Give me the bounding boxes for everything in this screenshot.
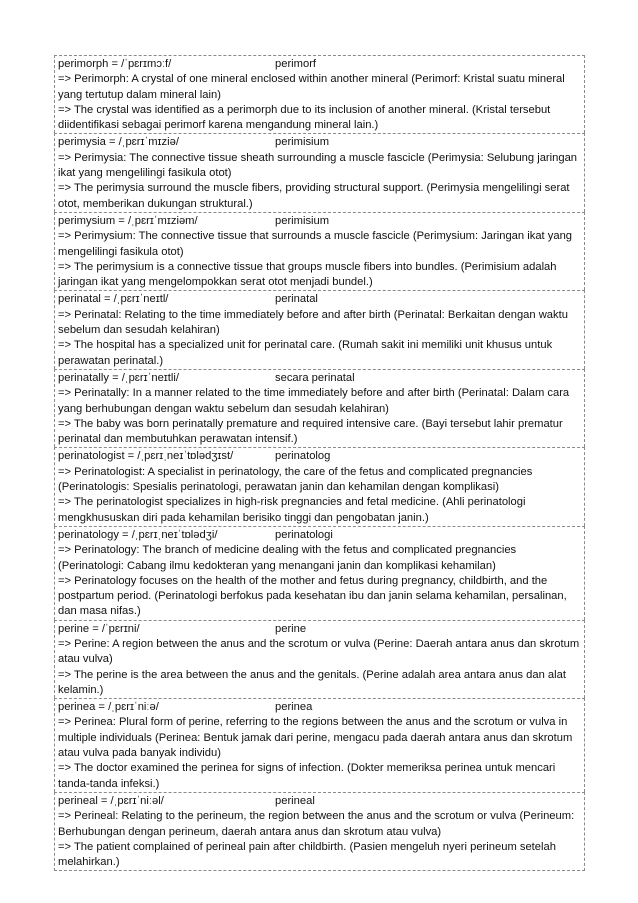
entry-definition: => Perinatally: In a manner related to the time immediately before and after birth (Perinatal: Dalam cara yang berhubungan dengan waktu sebelum dan sesudah kelahiran) [58, 387, 570, 415]
entry-example: => The doctor examined the perinea for signs of infection. (Dokter memeriksa perinea untuk mencari tanda-tanda infeksi.) [58, 762, 556, 790]
entry-term: perinatal = /ˌpɛrɪˈneɪtl/ [58, 293, 169, 306]
entry-definition: => Perimysium: The connective tissue that surrounds a muscle fascicle (Perimysium: Jaringan ikat yang mengelilingi fasikula otot) [58, 230, 573, 258]
entry-example: => Perinatology focuses on the health of the mother and fetus during pregnancy, childbirth, and the postpartum period. (Perinatologi berfokus pada kesehatan ibu dan janin selama kehamilan, persalinan, dan masa nifas.) [58, 574, 567, 618]
dictionary-entry [54, 290, 585, 368]
entry-header [58, 622, 582, 637]
dictionary-entry [54, 526, 585, 620]
entry-term: perinatologist = /ˌpɛrɪˌneɪˈtɒlədʒɪst/ [58, 450, 234, 463]
entry-example: => The perine is the area between the anus and the genitals. (Perine adalah area antara anus dan alat kelamin.) [58, 668, 566, 696]
entry-definition: => Perimysia: The connective tissue sheath surrounding a muscle fascicle (Perimysia: Selubung jaringan ikat yang mengelilingi fasikula otot) [58, 151, 578, 180]
entry-term: perineal = /ˌpɛrɪˈniːəl/ [58, 794, 164, 807]
entry-example: => The hospital has a specialized unit for perinatal care. (Rumah sakit ini memiliki unit khusus untuk perawatan perinatal.) [58, 339, 553, 367]
dictionary-entry [54, 133, 585, 211]
entry-example: => The patient complained of perineal pain after childbirth. (Pasien mengeluh nyeri perineum setelah melahirkan.) [58, 840, 556, 869]
entry-term: perinatally = /ˌpɛrɪˈneɪtli/ [58, 371, 179, 384]
entry-header [58, 135, 582, 150]
entry-term: perine = /ˈpɛrɪni/ [58, 622, 140, 635]
entry-example: => The crystal was identified as a perimorph due to its inclusion of another mineral. (Kristal tersebut diidentifikasi sebagai perimorf karena mengandung mineral lain.) [58, 103, 551, 132]
entry-example: => The perimysia surround the muscle fibers, providing structural support. (Perimysia mengelilingi serat otot, memberikan dukungan struktural.) [58, 182, 570, 210]
entry-term: perimysium = /ˌpɛrɪˈmɪziəm/ [58, 214, 198, 227]
entry-definition: => Perinatologist: A specialist in perinatology, the care of the fetus and complicated pregnancies (Perinatologis: Spesialis perinatologi, perawatan janin dan kehamilan dengan komplikasi) [58, 465, 533, 494]
entry-translation: perinea [275, 701, 313, 714]
entry-header [58, 794, 582, 809]
dictionary-entry [54, 55, 585, 133]
entry-translation: perineal [275, 794, 315, 807]
entry-definition: => Perinatal: Relating to the time immediately before and after birth (Perinatal: Berkaitan dengan waktu sebelum dan sesudah kelahiran) [58, 308, 568, 337]
entry-translation: perimisium [275, 214, 330, 227]
dictionary-page [54, 55, 585, 871]
entry-header [58, 700, 582, 715]
entry-definition: => Perine: A region between the anus and the scrotum or vulva (Perine: Daerah antara anus dan skrotum atau vulva) [58, 637, 580, 666]
entry-definition: => Perineal: Relating to the perineum, the region between the anus and the scrotum or vulva (Perineum: Berhubungan dengan perineum, daerah antara anus dan skrotum atau vulva) [58, 810, 575, 838]
entry-term: perimorph = /ˈpɛrɪmɔːf/ [58, 58, 172, 70]
entry-header [58, 57, 582, 72]
dictionary-entry [54, 212, 585, 290]
entry-translation: perinatolog [275, 450, 331, 463]
entry-translation: perinatologi [275, 528, 333, 541]
entry-definition: => Perinatology: The branch of medicine dealing with the fetus and complicated pregnancies (Perinatologi: Cabang ilmu kedokteran yang menangani janin dan komplikasi kehamilan) [58, 544, 517, 572]
entry-example: => The baby was born perinatally premature and required intensive care. (Bayi tersebut lahir prematur perinatal dan membutuhkan perawatan intensif.) [58, 417, 563, 446]
entry-example: => The perinatologist specializes in high-risk pregnancies and fetal medicine. (Ahli perinatologi mengkhususkan diri pada kehamilan berisiko tinggi dan pengobatan janin.) [58, 496, 526, 524]
entry-translation: secara perinatal [275, 371, 355, 384]
dictionary-entry [54, 620, 585, 698]
entry-translation: perinatal [275, 293, 318, 306]
entry-translation: perimorf [275, 58, 317, 70]
entry-header [58, 292, 582, 307]
dictionary-entry [54, 447, 585, 525]
dictionary-entry [54, 698, 585, 792]
entry-term: perinatology = /ˌpɛrɪˌneɪˈtɒlədʒi/ [58, 528, 218, 541]
entry-header [58, 214, 582, 229]
entry-example: => The perimysium is a connective tissue that groups muscle fibers into bundles. (Perimisium adalah jaringan ikat yang mengelompokkan serat otot menjadi bundel.) [58, 260, 557, 289]
entry-term: perinea = /ˌpɛrɪˈniːə/ [58, 701, 159, 714]
entry-definition: => Perinea: Plural form of perine, referring to the regions between the anus and the scrotum or vulva in multiple individuals (Perinea: Bentuk jamak dari perine, mengacu pada daerah antara anus dan skrotum atau vulva pada banyak individu) [58, 716, 573, 760]
entry-translation: perine [275, 622, 307, 635]
entry-header [58, 449, 582, 464]
entry-definition: => Perimorph: A crystal of one mineral enclosed within another mineral (Perimorf: Kristal suatu mineral yang tertutup dalam mineral lain) [58, 73, 565, 101]
dictionary-entry [54, 369, 585, 447]
entry-header [58, 528, 582, 543]
entry-header [58, 371, 582, 386]
entry-term: perimysia = /ˌpɛrɪˈmɪziə/ [58, 136, 179, 149]
entry-translation: perimisium [275, 136, 330, 149]
dictionary-entry [54, 792, 585, 871]
